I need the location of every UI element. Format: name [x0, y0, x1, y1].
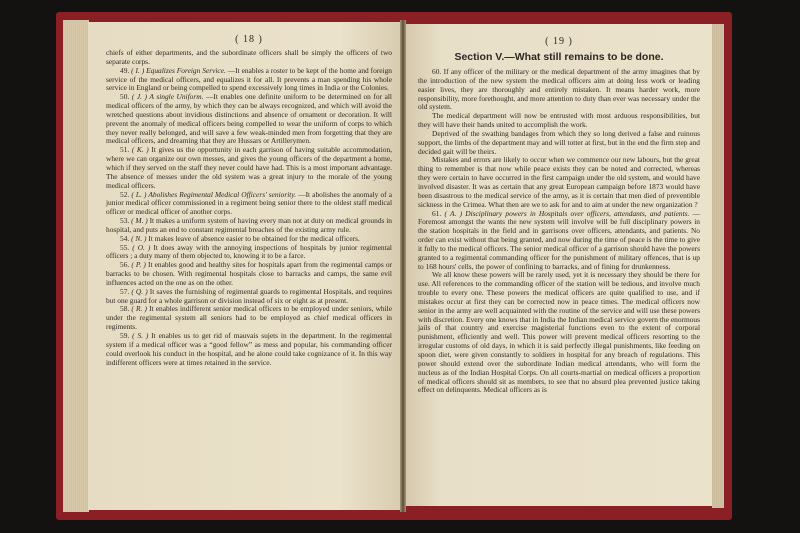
paragraph-heading: ( S. ): [132, 331, 149, 340]
paragraph-number: 50.: [120, 92, 130, 102]
paragraph-heading: ( N. ): [131, 233, 147, 243]
paragraph-text: It makes leave of absence easier to be obtained for the medical officers.: [148, 233, 360, 243]
paragraph: [418, 130, 700, 157]
paragraph-number: 49.: [120, 65, 130, 75]
paragraph-text: It enables us to get rid of mauvais sujets in the department. In the regimental system if a medical officer was a “good fellow” as mess and popular, his commanding officer could overlook his conduct in the hospital, and he alone could take cognizance of it. In this way indifferent officers were at times retained in the service.: [106, 331, 392, 367]
paragraph-text: It does away with the annoying inspections of hospitals by junior regimental officers ; a duty many of them objected to, knowing it to be a farce.: [106, 242, 392, 261]
paragraph-number: 59.: [120, 331, 130, 340]
paragraph-text: It enables indifferent senior medical officers to be employed under seniors, while under the regimental system all seniors had to be employed as chief medical officers in regiments.: [106, 304, 392, 332]
right-page: [404, 24, 712, 506]
paragraph: [418, 210, 700, 272]
paragraph-text: If any officer of the military or the medical department of the army imagines that by the introduction of the new system the medical officers aim at doing less work or leading easier lives, they are thoroughly and entirely mistaken. It means harder work, more responsibility, more forethought, and more attention to duty than ever was necessary under the old system.: [418, 67, 700, 112]
paragraph: [106, 332, 392, 367]
paragraph-heading: ( Q. ): [131, 286, 148, 296]
paragraph-number: 53.: [120, 216, 130, 226]
page-edges-left: [63, 20, 89, 512]
paragraph-number: 56.: [120, 260, 130, 270]
paragraph-number: 58.: [120, 304, 130, 314]
paragraph: [418, 112, 700, 130]
paragraph-number: 61.: [432, 208, 442, 218]
left-page: [88, 22, 402, 510]
paragraph-number: 51.: [120, 145, 130, 155]
paragraph: [418, 271, 700, 395]
paragraph-heading: ( M. ): [131, 216, 148, 226]
paragraph-number: 57.: [120, 286, 130, 296]
page-number-right: ( 19 ): [545, 36, 573, 47]
paragraph: [418, 156, 700, 209]
paragraph: [106, 305, 392, 332]
paragraph: [106, 244, 392, 262]
paragraph-text: The medical department will now be entrusted with most arduous responsibilities, but they will have their hands united to accomplish the work.: [418, 111, 700, 130]
paragraph-heading: ( K. ): [131, 145, 149, 155]
paragraph-text: We all know these powers will be rarely used, yet it is necessary they should be there for use. All references to the commanding officer of the station will be tedious, and involve much trouble to every one. These powers the medical officers are quite qualified to use, and if mistakes occur at first they can be corrected now in peace times. The medical officers now senior in the army are well acquainted with the routine of the service and will use these powers with discretion. Every one knows that in India the Indian medical service govern the enormous jails of that country and exercise magisterial functions even to the extent of corporal punishment, efficiently and well. This power will prevent medical officers resorting to the irregular customs of old days, in which it is said perfectly illegal punishments, like feeding on spoon diet, were given constantly to soldiers in hospital for any breach of regulations. This power should extend over the subordinate Indian medical attendants, who will form the nucleus as of the Indian Hospital Corps. On all courts-martial on medical officers a proportion of medical officers should sit as members, to see that no absurd plea prevented justice taking effect on delinquents. Medical officers as is: [418, 270, 700, 395]
paragraph-heading: ( R. ): [131, 304, 147, 314]
paragraph-number: 52.: [120, 189, 130, 199]
paragraph-text: —Foremost amongst the wants the new system will involve will be full disciplinary powers in the station hospitals in the field and in garrisons over officers, attendants, and patients. No order can exist without that being granted, and now during the time of peace is the time to give it fully to the medical officers. The senior medical officer of a garrison should have the powers granted to a regimental commanding officer for the punishment of military offences, that is up to 168 hours' cells, the power of confining to barracks, and of fining for drunkenness.: [418, 208, 700, 271]
paragraph-heading: ( I. ) Equalizes Foreign Service.: [131, 65, 226, 75]
paragraph: [106, 217, 392, 235]
paragraph: [106, 261, 392, 288]
paragraph-text: It saves the furnishing of regimental guards to regimental Hospitals, and requires but one guard for a whole garrison or division instead of six or eight as at present.: [106, 286, 392, 305]
paragraph-text: It makes a uniform system of having every man not at duty on medical grounds in hospital, and puts an end to constant regimental breaches of the existing army rule.: [106, 216, 392, 234]
paragraph-text: It enables good and healthy sites for hospitals apart from the regimental camps or barracks to be chosen. With regimental hospitals close to barracks and camps, the same evil influences acted on the one as on the other.: [106, 260, 392, 287]
page-edges-right: [712, 24, 724, 508]
paragraph: [106, 288, 392, 306]
paragraph-heading: ( O. ): [132, 242, 151, 252]
paragraph-text: —It abolishes the anomaly of a junior medical officer commissioned in a regiment being senior there to the oldest staff medical officer or medical officer of another corps.: [106, 189, 392, 217]
section-title: Section V.—What still remains to be done.: [454, 51, 664, 63]
paragraph-text: —It enables one definite uniform to be determined on for all medical officers of the army, by which they can be always recognized, and which will avoid the wretched questions about invidious distinctions and absence of ornament or decoration. It will prevent the anomaly of medical officers being compelled to wear the uniform of corps to which they never really belonged, and will save a few weak-minded men from forgetting that they are medical officers, and dreaming that they are Hussars or Artillerymen.: [106, 92, 392, 146]
paragraph-heading: ( L. ) Abolishes Regimental Medical Officers' seniority.: [131, 189, 297, 199]
paragraph-text: —It enables a roster to be kept of the home and foreign service of the medical officers, and equalizes it for all. It prevents a man spending his whole service in England or being compelled to spend excessively long times in India or the Colonies.: [106, 65, 392, 93]
paragraph: [418, 68, 700, 112]
paragraph-text: chiefs of either departments, and the subordinate officers shall be simply the officers of two separate corps.: [106, 48, 392, 66]
paragraph: [106, 146, 392, 190]
paragraph-text: It gives us the opportunity in each garrison of having suitable accommodation, where we can organize our own messes, and gives the young officers of the department a home, which if they served on the staff they never could have had. This is a most important advantage. The absence of messes under the old system was a great injury to the morale of the young medical officers.: [106, 145, 392, 190]
paragraph-heading: ( A. ) Disciplinary powers in Hospitals over officers, attendants, and patients.: [444, 208, 690, 218]
left-page-body: [106, 49, 392, 367]
paragraph-number: 55.: [120, 242, 130, 252]
paragraph-number: 60.: [432, 67, 442, 76]
paragraph-text: Mistakes and errors are likely to occur when we commence our new labours, but the great thing to remember is that now while peace exists they can be noted and corrected, whereas they were certain to have occurred in the first campaign under the old system, and would have involved disaster. It was as certain that any great European campaign before 1873 would have been disastrous to the medical service of the army, as it is certain that men died of preventible sickness in the Crimea. What then are we to ask for and to aim at under the new organization ?: [418, 155, 700, 209]
paragraph: [106, 67, 392, 94]
paragraph: [106, 191, 392, 218]
paragraph-number: 54.: [120, 233, 130, 243]
paragraph: [106, 49, 392, 67]
book-gutter: [400, 20, 406, 512]
paragraph-text: Deprived of the swathing bandages from which they so long derived a false and ruinous support, the limbs of the department may and will totter at first, but in the end the firm step and decided gait will be theirs.: [418, 128, 700, 156]
paragraph: [106, 93, 392, 146]
paragraph-heading: ( P. ): [131, 260, 146, 270]
right-page-body: [418, 68, 700, 395]
page-number-left: ( 18 ): [235, 34, 263, 45]
paragraph-heading: ( J. ) A single Uniform.: [131, 92, 204, 102]
